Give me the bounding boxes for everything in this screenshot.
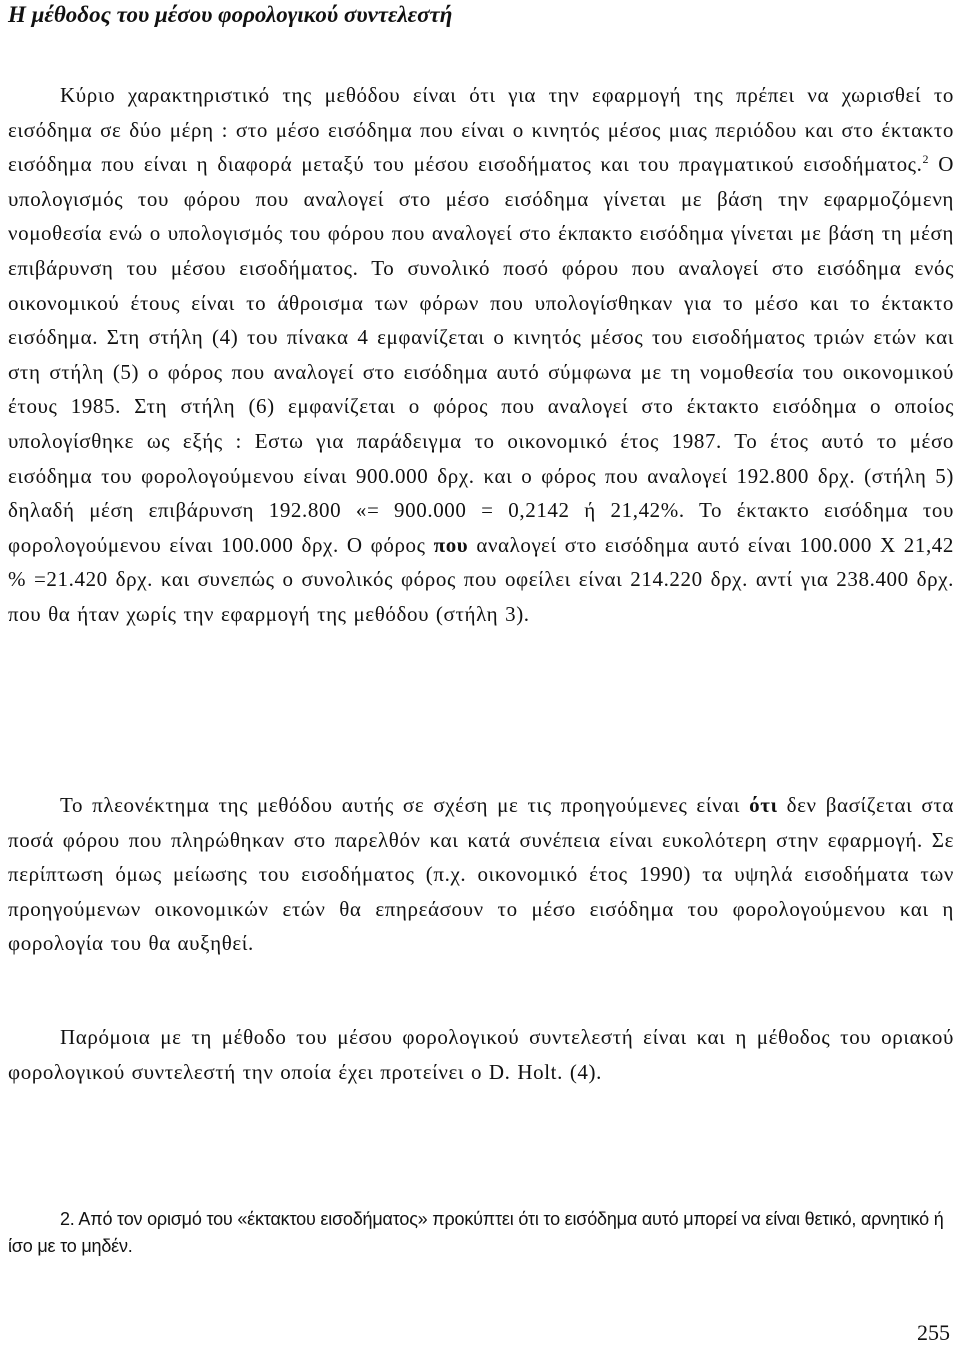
paragraph-2-text-b: δεν βασίζεται στα ποσά φόρου που πληρώθηκαν στο παρελθόν και κατά συνέπεια είναι ευκολότερη στην εφαρμογή. Σε περίπτωση όμως μείωσης του εισοδήματος (π.χ. οικονομικό έτος 1990) τα υψηλά εισοδήματα των προηγούμενων οικονομικών ετών θα επηρεάσουν το μέσο εισόδημα του φορολογούμενου και η φορολογία του θα αυξηθεί. <box>8 793 954 956</box>
footnote-reference: 2 <box>922 152 930 167</box>
footnote: 2. Από τον ορισμό του «έκτακτου εισοδήματος» προκύπτει ότι το εισόδημα αυτό μπορεί να είναι θετικό, αρνητικό ή ίσο με το μηδέν. <box>8 1209 944 1256</box>
page-number: 255 <box>917 1320 950 1345</box>
paragraph-2 <box>8 788 954 961</box>
paragraph-1-text-c: αναλογεί στο εισόδημα αυτό είναι 100.000 Χ 21,42 % =21.420 δρχ. και συνεπώς ο συνολικός φόρος που οφείλει είναι 214.220 δρχ. αντί για 238.400 δρχ. που θα ήταν χωρίς την εφαρμογή της μεθόδου (στήλη 3). <box>8 532 955 626</box>
paragraph-1 <box>8 78 954 632</box>
paragraph-3: Παρόμοια με τη μέθοδο του μέσου φορολογικού συντελεστή είναι και η μέθοδος του οριακού φορολογικού συντελεστή την οποία έχει προτείνει ο D. Holt. (4). <box>8 1025 954 1084</box>
paragraph-2-bold-word: ότι <box>749 793 778 817</box>
paragraph-1-bold-word: που <box>433 532 469 557</box>
paragraph-2-text-a: Το πλεονέκτημα της μεθόδου αυτής σε σχέση με τις προηγούμενες είναι <box>60 793 750 817</box>
paragraph-1-text-b: Ο υπολογισμός του φόρου που αναλογεί στο μέσο εισόδημα γίνεται με βάση την εφαρμοζόμενη νομοθεσία ενώ ο υπολογισμός του φόρου που αναλογεί στο έκπακτο εισόδημα γίνεται με βάση τη μέση επιβάρυνση του μέσου εισοδήματος. Το συνολικό ποσό φόρου που αναλογεί στο εισόδημα ενός οικονομικού έτους είναι το άθροισμα των φόρων που υπολογίσθηκαν για το μέσο και το έκτακτο εισόδημα. Στη στήλη (4) του πίνακα 4 εμφανίζεται ο κινητός μέσος του εισοδήματος τριών ετών και στη στήλη (5) ο φόρος που αναλογεί στο εισόδημα αυτό σύμφωνα με τη νομοθεσία του οικονομικού έτους 1985. Στη στήλη (6) εμφανίζεται ο φόρος που αναλογεί στο έκτακτο εισόδημα ο οποίος υπολογίσθηκε ως εξής : Εστω για παράδειγμα το οικονομικό έτος 1987. Το έτος αυτό το μέσο εισόδημα του φορολογούμενου είναι 900.000 δρχ. και ο φόρος που αναλογεί 192.800 δρχ. (στήλη 5) δηλαδή μέση επιβάρυνση 192.800 «= 900.000 = 0,2142 ή 21,42%. Το έκτακτο εισόδημα του φορολογούμενου είναι 100.000 δρχ. Ο φόρος <box>8 152 954 557</box>
paragraph-1-text-a: Κύριο χαρακτηριστικό της μεθόδου είναι ότι για την εφαρμογή της πρέπει να χωρισθεί το εισόδημα σε δύο μέρη : στο μέσο εισόδημα που είναι ο κινητός μέσος μιας περιόδου και στο έκτακτο εισόδημα που είναι η διαφορά μεταξύ του μέσου εισοδήματος και του πραγματικού εισοδήματος. <box>8 83 954 177</box>
section-title: Η μέθοδος του μέσου φορολογικού συντελεστή <box>8 2 453 27</box>
